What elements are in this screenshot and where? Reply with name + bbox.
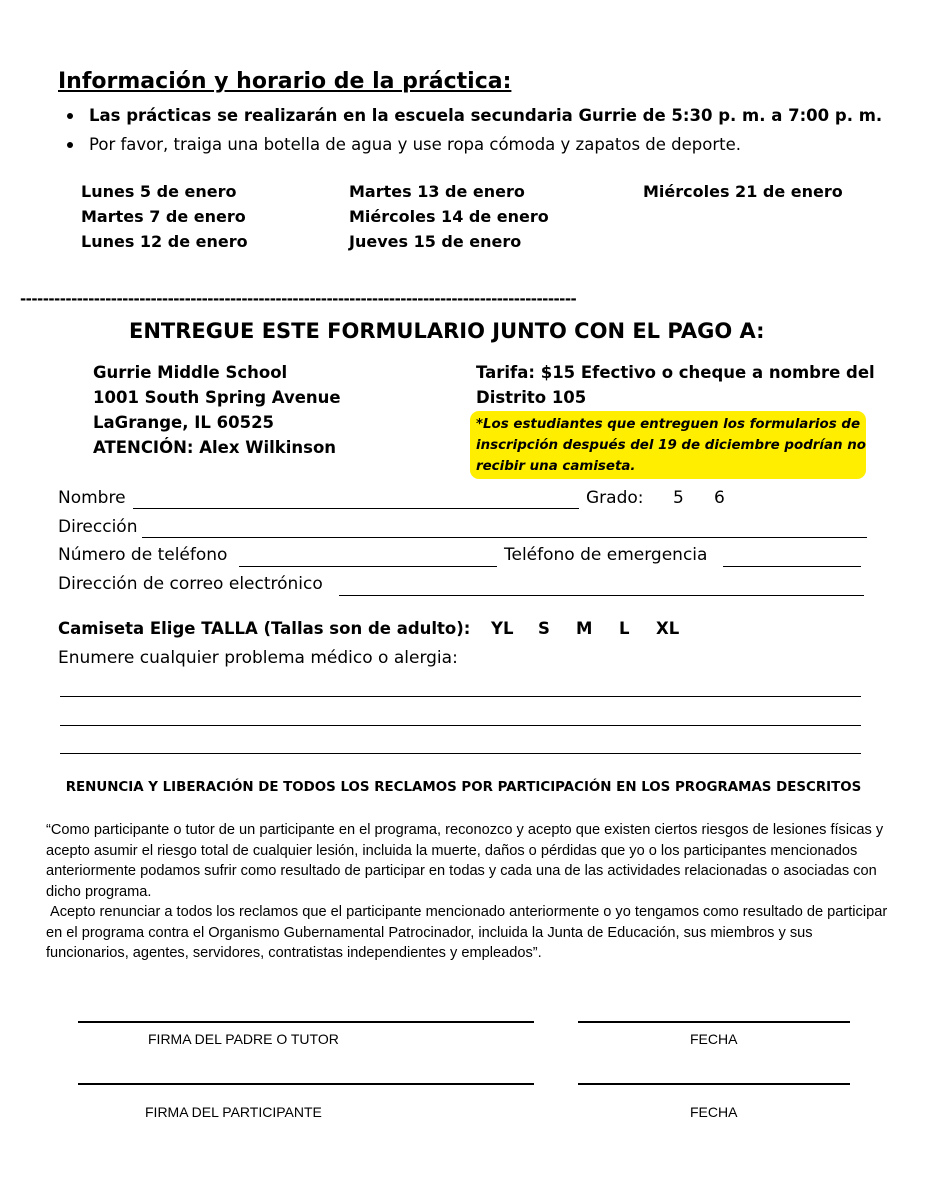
address-line: 1001 South Spring Avenue — [93, 388, 341, 407]
email-label: Dirección de correo electrónico — [58, 574, 323, 594]
participant-signature-label: FIRMA DEL PARTICIPANTE — [145, 1104, 322, 1120]
schedule-date: Martes 7 de enero — [81, 207, 246, 226]
address-attention: ATENCIÓN: Alex Wilkinson — [93, 438, 337, 457]
waiver-paragraph-1: “Como participante o tutor de un participante en el programa, reconozco y acepto que existen ciertos riesgos de lesiones físicas y acepto asumir el riesgo total de cualquier lesión, incluida la muerte, daños o pérdidas que yo o los participantes mencionados anteriormente podamos sufrir como resultado de participar en todas y cada una de las actividades relacionadas o asociadas con dicho programa. — [46, 822, 884, 900]
waiver-title: RENUNCIA Y LIBERACIÓN DE TODOS LOS RECLAMOS POR PARTICIPACIÓN EN LOS PROGRAMAS DESCRITOS — [65, 780, 862, 795]
submit-heading: ENTREGUE ESTE FORMULARIO JUNTO CON EL PAGO A: — [129, 319, 765, 343]
date-label-2: FECHA — [690, 1104, 738, 1120]
schedule-column-3 — [643, 179, 843, 204]
participant-signature-line[interactable] — [78, 1083, 534, 1085]
shirt-size-label: Camiseta Elige TALLA (Tallas son de adulto): — [58, 619, 471, 638]
parent-signature-label: FIRMA DEL PADRE O TUTOR — [148, 1031, 339, 1047]
schedule-date: Jueves 15 de enero — [349, 232, 522, 251]
parent-signature-line[interactable] — [78, 1021, 534, 1023]
medical-line-2[interactable] — [60, 725, 861, 726]
schedule-date: Lunes 5 de enero — [81, 182, 237, 201]
size-option-s[interactable]: S — [538, 619, 550, 638]
schedule-date: Lunes 12 de enero — [81, 232, 248, 251]
address-line: LaGrange, IL 60525 — [93, 413, 275, 432]
cut-divider: -------------------------------------------------------------------------------------------------- — [20, 290, 577, 308]
emergency-phone-field[interactable] — [723, 566, 861, 567]
size-option-xl[interactable]: XL — [656, 619, 680, 638]
fee-line: Tarifa: $15 Efectivo o cheque a nombre del — [476, 363, 875, 382]
address-line: Gurrie Middle School — [93, 363, 288, 382]
size-option-l[interactable]: L — [619, 619, 630, 638]
info-bullet-hours: Las prácticas se realizarán en la escuela secundaria Gurrie de 5:30 p. m. a 7:00 p. m. — [89, 106, 883, 125]
grade-label: Grado: — [586, 488, 644, 508]
info-bullet-items: Por favor, traiga una botella de agua y use ropa cómoda y zapatos de deporte. — [89, 135, 742, 154]
medical-label: Enumere cualquier problema médico o alergia: — [58, 648, 458, 668]
phone-field[interactable] — [239, 566, 497, 567]
address-label: Dirección — [58, 517, 138, 537]
page-title: Información y horario de la práctica: — [58, 69, 512, 94]
late-form-note: *Los estudiantes que entreguen los formularios de inscripción después del 19 de diciembre podrían no recibir una camiseta. — [476, 417, 866, 474]
medical-line-1[interactable] — [60, 696, 861, 697]
grade-option-5[interactable]: 5 — [673, 488, 684, 508]
email-field[interactable] — [339, 595, 864, 596]
medical-line-3[interactable] — [60, 753, 861, 754]
size-option-yl[interactable]: YL — [491, 619, 514, 638]
fee-info — [476, 360, 875, 410]
bullet-dot — [67, 113, 73, 119]
address-field[interactable] — [142, 537, 867, 538]
name-label: Nombre — [58, 488, 126, 508]
school-address — [93, 360, 341, 460]
grade-option-6[interactable]: 6 — [714, 488, 725, 508]
schedule-date: Miércoles 14 de enero — [349, 207, 549, 226]
emergency-phone-label: Teléfono de emergencia — [504, 545, 708, 565]
name-field[interactable] — [133, 508, 579, 509]
bullet-dot — [67, 142, 73, 148]
size-option-m[interactable]: M — [576, 619, 593, 638]
schedule-column-1 — [81, 179, 248, 254]
schedule-date: Martes 13 de enero — [349, 182, 525, 201]
phone-label: Número de teléfono — [58, 545, 228, 565]
schedule-column-2 — [349, 179, 549, 254]
date-label-1: FECHA — [690, 1031, 738, 1047]
fee-line: Distrito 105 — [476, 388, 587, 407]
waiver-paragraph-2: Acepto renunciar a todos los reclamos que el participante mencionado anteriormente o yo tengamos como resultado de participar en el programa contra el Organismo Gubernamental Patrocinador, incluida la Junta de Educación, sus miembros y sus funcionarios, agentes, servidores, contratistas independientes y empleados”. — [46, 904, 888, 962]
date-line-1[interactable] — [578, 1021, 850, 1023]
schedule-date: Miércoles 21 de enero — [643, 182, 843, 201]
date-line-2[interactable] — [578, 1083, 850, 1085]
